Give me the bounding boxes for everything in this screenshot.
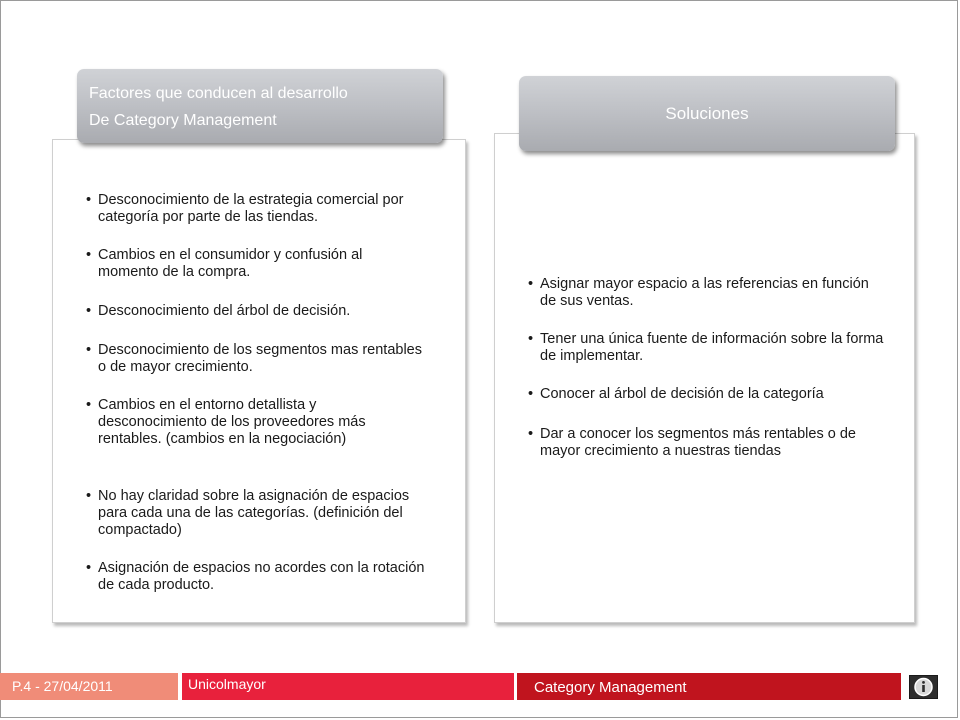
list-item <box>86 303 350 320</box>
list-item-text: Conocer al árbol de decisión de la categoría <box>540 386 824 402</box>
footer-bar <box>0 673 958 700</box>
bullet-dot-icon: • <box>86 488 92 504</box>
list-item-text: Dar a conocer los segmentos más rentables o de mayor crecimiento a nuestras tiendas <box>540 426 856 459</box>
list-item <box>86 488 426 539</box>
list-item-text: Asignar mayor espacio a las referencias en función de sus ventas. <box>540 276 869 309</box>
list-item-text: Desconocimiento de la estrategia comercial por categoría por parte de las tiendas. <box>98 192 404 225</box>
bullet-dot-icon: • <box>86 342 92 358</box>
list-item <box>528 426 888 460</box>
list-item <box>86 247 426 281</box>
bullet-dot-icon: • <box>86 560 92 576</box>
footer-presentation-title: Category Management <box>517 673 901 700</box>
solutions-panel <box>494 133 915 623</box>
list-item <box>528 386 824 403</box>
info-icon <box>910 676 937 698</box>
bullet-dot-icon: • <box>86 397 92 413</box>
list-item <box>86 192 426 226</box>
list-item-text: Desconocimiento del árbol de decisión. <box>98 303 351 319</box>
factors-title-line1: Factores que conducen al desarrollo <box>89 85 348 102</box>
solutions-header-tab <box>519 76 895 151</box>
list-item <box>86 397 426 448</box>
footer-organization: Unicolmayor <box>182 673 514 700</box>
bullet-dot-icon: • <box>528 331 534 347</box>
list-item <box>528 276 888 310</box>
info-button[interactable] <box>909 675 938 699</box>
list-item-text: Cambios en el entorno detallista y desconocimiento de los proveedores más rentables. (cambios en la negociación) <box>98 397 366 447</box>
list-item-text: Tener una única fuente de información sobre la forma de implementar. <box>540 331 884 364</box>
bullet-dot-icon: • <box>528 386 534 402</box>
footer-page-date: P.4 - 27/04/2011 <box>0 673 178 700</box>
list-item <box>86 342 426 376</box>
solutions-title: Soluciones <box>665 104 749 123</box>
list-item-text: Desconocimiento de los segmentos mas rentables o de mayor crecimiento. <box>98 342 422 375</box>
list-item <box>528 331 888 365</box>
bullet-dot-icon: • <box>86 192 92 208</box>
bullet-dot-icon: • <box>528 426 534 442</box>
bullet-dot-icon: • <box>86 247 92 263</box>
factors-title-line2: De Category Management <box>89 112 277 129</box>
factors-header-tab <box>77 69 443 143</box>
list-item-text: No hay claridad sobre la asignación de espacios para cada una de las categorías. (definición del compactado) <box>98 488 410 538</box>
list-item <box>86 560 426 594</box>
bullet-dot-icon: • <box>86 303 92 319</box>
list-item-text: Cambios en el consumidor y confusión al momento de la compra. <box>98 247 363 280</box>
list-item-text: Asignación de espacios no acordes con la rotación de cada producto. <box>98 560 425 593</box>
bullet-dot-icon: • <box>528 276 534 292</box>
